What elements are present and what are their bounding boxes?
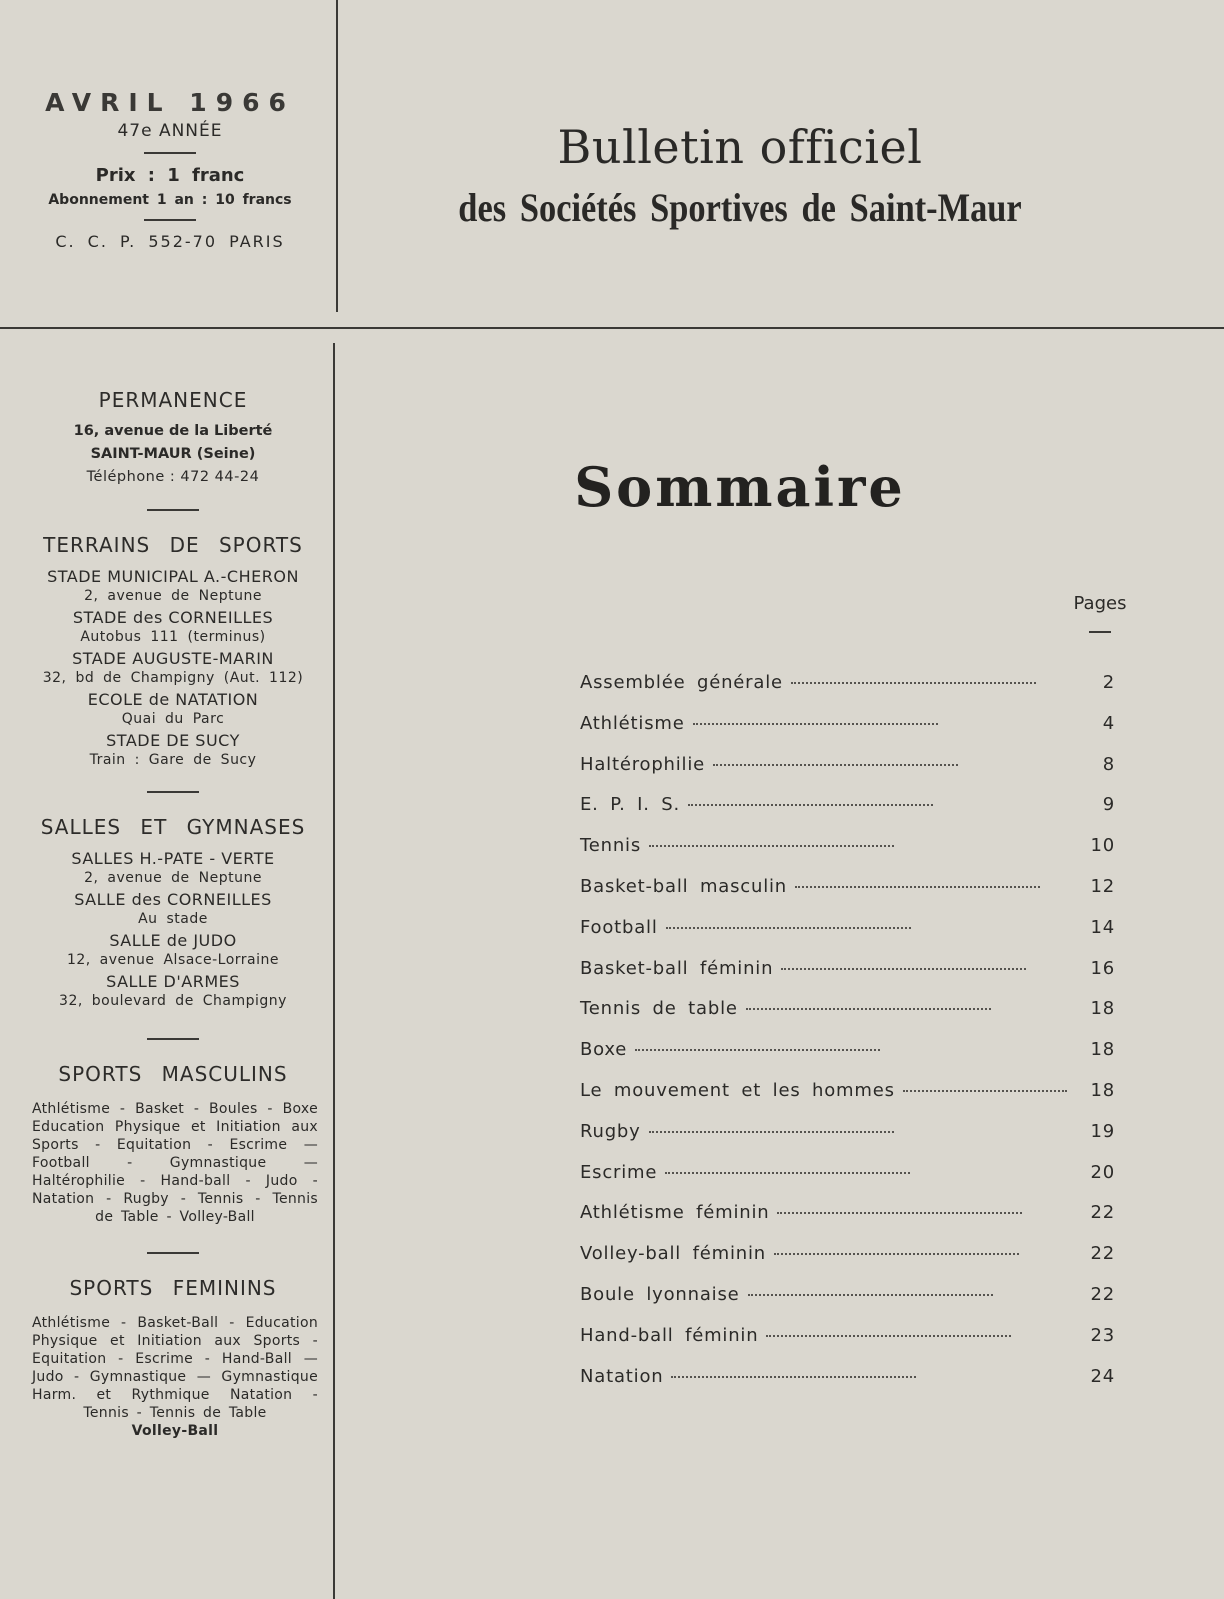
toc-label: Volley-ball féminin [580, 1243, 766, 1265]
toc-entry[interactable] [580, 998, 1115, 1039]
toc-page: 20 [1090, 1161, 1115, 1183]
toc-page: 8 [1102, 753, 1115, 775]
toc-entry[interactable] [580, 1121, 1115, 1162]
toc-label: Athlétisme [580, 712, 685, 734]
toc-label: Football [580, 916, 658, 938]
toc-page: 19 [1090, 1120, 1115, 1142]
terrains-section [20, 533, 326, 769]
toc-leader [746, 1008, 991, 1010]
toc-entry[interactable] [580, 835, 1115, 876]
terrain-name: STADE des CORNEILLES [72, 608, 274, 627]
toc-entry[interactable] [580, 958, 1115, 999]
salle-item [20, 931, 326, 969]
terrain-item [20, 567, 326, 605]
left-column [20, 388, 326, 1440]
divider [144, 152, 196, 154]
toc-page: 12 [1090, 875, 1115, 897]
terrain-name: STADE MUNICIPAL A.-CHERON [47, 567, 299, 586]
toc-leader [713, 764, 958, 766]
terrain-name: STADE AUGUSTE-MARIN [72, 649, 274, 668]
permanence-address-1: 16, avenue de la Liberté [73, 423, 273, 439]
body-vertical-rule [333, 343, 335, 1599]
divider [144, 219, 196, 221]
toc-entry[interactable] [580, 876, 1115, 917]
title-line-1: Bulletin officiel [557, 120, 923, 174]
toc-entry[interactable] [580, 1080, 1115, 1121]
toc-page: 4 [1102, 712, 1115, 734]
sports-feminins-last: Volley-Ball [131, 1423, 219, 1439]
sports-masculins-list: Athlétisme - Basket - Boules - Boxe Education Physique et Initiation aux Sports - Equitation - Escrime — Football - Gymnastique — Haltérophilie - Hand-ball - Judo - Natation - Rugby - Tennis - Tennis de Table - Volley-Ball [32, 1101, 318, 1225]
issue-date: AVRIL 1966 [45, 88, 295, 117]
terrain-detail: Train : Gare de Sucy [89, 752, 257, 768]
price: Prix : 1 franc [95, 165, 245, 186]
pages-column-header: Pages [1073, 593, 1127, 614]
salle-item [20, 890, 326, 928]
salles-heading: SALLES ET GYMNASES [40, 815, 306, 839]
toc-entry[interactable] [580, 1162, 1115, 1203]
toc-page: 18 [1090, 998, 1115, 1020]
toc-page: 14 [1090, 916, 1115, 938]
sommaire-title: Sommaire [574, 455, 906, 519]
toc-leader [777, 1212, 1022, 1214]
sports-feminins-heading: SPORTS FEMININS [69, 1276, 277, 1300]
ccp-account: C. C. P. 552-70 PARIS [55, 232, 285, 251]
toc-entry[interactable] [580, 1284, 1115, 1325]
subscription: Abonnement 1 an : 10 francs [48, 192, 292, 208]
terrain-name: ECOLE de NATATION [87, 690, 259, 709]
toc-page: 10 [1090, 835, 1115, 857]
sports-feminins-section [20, 1276, 326, 1440]
toc-leader [903, 1090, 1067, 1092]
issue-info [20, 88, 320, 251]
toc-label: Le mouvement et les hommes [580, 1079, 895, 1101]
toc-entry[interactable] [580, 794, 1115, 835]
permanence-phone: Téléphone : 472 44-24 [86, 469, 260, 485]
toc-leader [635, 1049, 880, 1051]
bulletin-title [340, 120, 1140, 231]
toc-leader [766, 1335, 1011, 1337]
divider [147, 1252, 199, 1254]
toc-leader [671, 1376, 916, 1378]
divider [147, 1038, 199, 1040]
toc-label: Escrime [580, 1161, 658, 1183]
toc-label: E. P. I. S. [580, 794, 681, 816]
toc-page: 22 [1090, 1243, 1115, 1265]
terrain-item [20, 608, 326, 646]
toc-entry[interactable] [580, 713, 1115, 754]
toc-page: 22 [1090, 1202, 1115, 1224]
terrain-item [20, 649, 326, 687]
toc-page: 9 [1102, 794, 1115, 816]
salle-name: SALLES H.-PATE - VERTE [71, 849, 275, 868]
toc-leader [688, 804, 933, 806]
toc-leader [774, 1253, 1019, 1255]
toc-entry[interactable] [580, 1202, 1115, 1243]
salle-name: SALLE de JUDO [109, 931, 237, 950]
toc-leader [649, 1131, 894, 1133]
terrain-detail: 32, bd de Champigny (Aut. 112) [42, 670, 304, 686]
terrain-detail: Quai du Parc [121, 711, 225, 727]
toc-leader [665, 1172, 910, 1174]
toc-page: 22 [1090, 1283, 1115, 1305]
permanence-address-2: SAINT-MAUR (Seine) [90, 446, 256, 462]
toc-entry[interactable] [580, 1243, 1115, 1284]
toc-entry[interactable] [580, 754, 1115, 795]
permanence-heading: PERMANENCE [98, 388, 248, 412]
toc-entry[interactable] [580, 917, 1115, 958]
toc-entry[interactable] [580, 672, 1115, 713]
header-bottom-rule [0, 327, 1224, 329]
toc-page: 16 [1090, 957, 1115, 979]
toc-leader [666, 927, 911, 929]
toc-page: 24 [1090, 1365, 1115, 1387]
toc-label: Haltérophilie [580, 753, 706, 775]
permanence-section [20, 388, 326, 489]
sports-masculins-section [20, 1062, 326, 1226]
terrain-item [20, 690, 326, 728]
toc-label: Hand-ball féminin [580, 1324, 759, 1346]
terrain-item [20, 731, 326, 769]
sports-feminins-list: Athlétisme - Basket-Ball - Education Physique et Initiation aux Sports - Equitation - Escrime - Hand-Ball — Judo - Gymnastique — Gymnastique Harm. et Rythmique Natation - Tennis - Tennis de Table [32, 1315, 318, 1421]
salle-detail: Au stade [138, 911, 208, 927]
issue-year: 47e ANNÉE [117, 121, 223, 141]
toc-label: Tennis [580, 835, 642, 857]
toc-leader [748, 1294, 993, 1296]
table-of-contents [580, 672, 1115, 1406]
toc-leader [791, 682, 1036, 684]
toc-entry[interactable] [580, 1366, 1115, 1407]
toc-label: Assemblée générale [580, 672, 783, 693]
toc-leader [693, 723, 938, 725]
toc-page: 23 [1090, 1324, 1115, 1346]
pages-divider [1089, 631, 1111, 633]
toc-page: 2 [1102, 672, 1115, 693]
salles-section [20, 815, 326, 1010]
salle-name: SALLE D'ARMES [106, 972, 240, 991]
toc-page: 18 [1090, 1039, 1115, 1061]
toc-label: Athlétisme féminin [580, 1202, 770, 1224]
title-line-2: des Sociétés Sportives de Saint-Maur [458, 185, 1022, 230]
toc-label: Boule lyonnaise [580, 1283, 740, 1305]
header-vertical-rule [336, 0, 338, 312]
toc-entry[interactable] [580, 1325, 1115, 1366]
terrains-heading: TERRAINS DE SPORTS [43, 533, 303, 557]
salle-item [20, 972, 326, 1010]
sports-masculins-heading: SPORTS MASCULINS [58, 1062, 288, 1086]
salle-detail: 2, avenue de Neptune [84, 870, 262, 886]
terrain-name: STADE DE SUCY [106, 731, 240, 750]
toc-leader [795, 886, 1040, 888]
toc-leader [781, 968, 1026, 970]
terrain-detail: 2, avenue de Neptune [84, 588, 262, 604]
salle-name: SALLE des CORNEILLES [74, 890, 272, 909]
salle-detail: 12, avenue Alsace-Lorraine [66, 952, 280, 968]
toc-page: 18 [1090, 1079, 1115, 1101]
toc-label: Boxe [580, 1039, 628, 1061]
toc-label: Basket-ball féminin [580, 957, 774, 979]
toc-label: Rugby [580, 1120, 641, 1142]
toc-label: Tennis de table [580, 998, 738, 1020]
toc-label: Natation [580, 1365, 664, 1387]
toc-entry[interactable] [580, 1039, 1115, 1080]
divider [147, 509, 199, 511]
toc-label: Basket-ball masculin [580, 875, 788, 897]
toc-leader [649, 845, 894, 847]
salle-detail: 32, boulevard de Champigny [59, 993, 287, 1009]
terrain-detail: Autobus 111 (terminus) [80, 629, 266, 645]
divider [147, 791, 199, 793]
salle-item [20, 849, 326, 887]
